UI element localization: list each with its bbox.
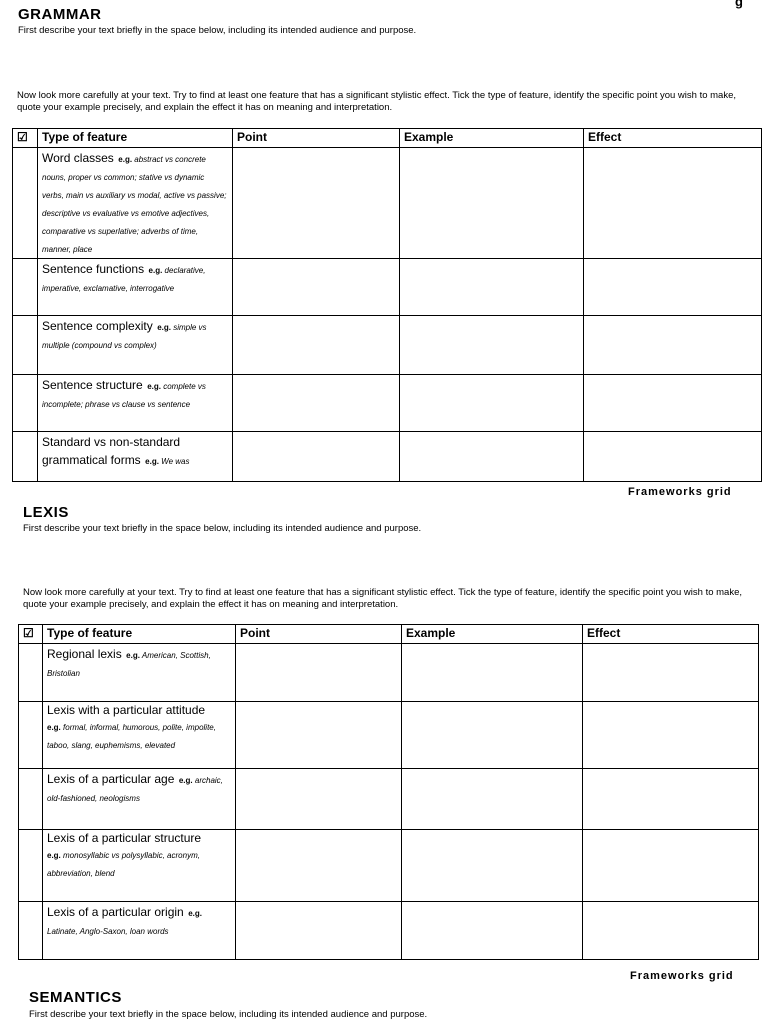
tick-cell[interactable] [13, 148, 38, 259]
example-column-header: Example [400, 129, 584, 148]
lexis-describe-text: First describe your text briefly in the space below, including its intended audience and purpose. [23, 523, 422, 534]
example-cell[interactable] [400, 432, 584, 482]
tick-cell[interactable] [13, 316, 38, 375]
grammar-heading: GRAMMAR [18, 6, 102, 23]
feature-cell: Standard vs non-standard grammatical forms e.g. We was [38, 432, 233, 482]
feature-cell: Sentence functions e.g. declarative, imperative, exclamative, interrogative [38, 259, 233, 316]
effect-cell[interactable] [583, 644, 759, 702]
table-row [19, 902, 759, 960]
type-column-header: Type of feature [38, 129, 233, 148]
table-row [13, 375, 762, 432]
tick-cell[interactable] [13, 432, 38, 482]
semantics-heading: SEMANTICS [29, 989, 122, 1006]
tick-cell[interactable] [19, 644, 43, 702]
point-cell[interactable] [236, 702, 402, 769]
cut-off-text: g [735, 0, 743, 9]
table-header-row [13, 129, 762, 148]
effect-cell[interactable] [584, 316, 762, 375]
point-cell[interactable] [233, 259, 400, 316]
tick-column-header: ☑ [19, 625, 43, 644]
frameworks-grid-label: Frameworks grid [630, 970, 734, 982]
example-column-header: Example [402, 625, 583, 644]
effect-cell[interactable] [584, 432, 762, 482]
lexis-heading: LEXIS [23, 504, 69, 521]
example-cell[interactable] [402, 830, 583, 902]
grammar-section [18, 6, 416, 36]
table-row [13, 316, 762, 375]
effect-cell[interactable] [583, 830, 759, 902]
semantics-describe-text: First describe your text briefly in the space below, including its intended audience and purpose. [29, 1009, 428, 1020]
point-cell[interactable] [236, 902, 402, 960]
feature-cell: Regional lexis e.g. American, Scottish, Bristolian [43, 644, 236, 702]
feature-cell: Lexis of a particular structure e.g. monosyllabic vs polysyllabic, acronym, abbreviation, blend [43, 830, 236, 902]
example-cell[interactable] [400, 148, 584, 259]
point-cell[interactable] [233, 375, 400, 432]
tick-cell[interactable] [13, 375, 38, 432]
example-cell[interactable] [400, 259, 584, 316]
effect-cell[interactable] [583, 702, 759, 769]
tick-cell[interactable] [13, 259, 38, 316]
table-row [19, 644, 759, 702]
tick-cell[interactable] [19, 830, 43, 902]
table-row [19, 702, 759, 769]
semantics-section [29, 989, 427, 1020]
table-row [13, 148, 762, 259]
tick-column-header: ☑ [13, 129, 38, 148]
lexis-table [18, 624, 759, 960]
feature-cell: Lexis with a particular attitude e.g. formal, informal, humorous, polite, impolite, taboo, slang, euphemisms, elevated [43, 702, 236, 769]
feature-cell: Lexis of a particular origin e.g. Latinate, Anglo-Saxon, loan words [43, 902, 236, 960]
point-column-header: Point [233, 129, 400, 148]
example-cell[interactable] [402, 644, 583, 702]
effect-cell[interactable] [584, 148, 762, 259]
point-cell[interactable] [233, 148, 400, 259]
example-cell[interactable] [400, 316, 584, 375]
effect-cell[interactable] [583, 769, 759, 830]
table-row [13, 432, 762, 482]
effect-cell[interactable] [584, 259, 762, 316]
effect-cell[interactable] [583, 902, 759, 960]
lexis-instructions: Now look more carefully at your text. Try to find at least one feature that has a significant stylistic effect. Tick the type of feature, identify the specific point you wish to make, quote your example precisely, and explain the effect it has on meaning and interpretation. [23, 587, 743, 610]
grammar-table [12, 128, 762, 482]
example-cell[interactable] [402, 902, 583, 960]
point-cell[interactable] [236, 830, 402, 902]
table-row [19, 769, 759, 830]
feature-cell: Lexis of a particular age e.g. archaic, old-fashioned, neologisms [43, 769, 236, 830]
type-column-header: Type of feature [43, 625, 236, 644]
effect-column-header: Effect [584, 129, 762, 148]
tick-cell[interactable] [19, 702, 43, 769]
feature-cell: Sentence structure e.g. complete vs incomplete; phrase vs clause vs sentence [38, 375, 233, 432]
example-cell[interactable] [402, 702, 583, 769]
table-header-row [19, 625, 759, 644]
tick-cell[interactable] [19, 769, 43, 830]
example-cell[interactable] [402, 769, 583, 830]
table-row [19, 830, 759, 902]
effect-column-header: Effect [583, 625, 759, 644]
tick-cell[interactable] [19, 902, 43, 960]
point-cell[interactable] [233, 432, 400, 482]
frameworks-grid-label: Frameworks grid [628, 486, 732, 498]
example-cell[interactable] [400, 375, 584, 432]
table-row [13, 259, 762, 316]
grammar-describe-text: First describe your text briefly in the space below, including its intended audience and purpose. [18, 25, 417, 36]
feature-cell: Word classes e.g. abstract vs concrete nouns, proper vs common; stative vs dynamic verbs, main vs auxiliary vs modal, active vs passive; descriptive vs evaluative vs emotive adjectives, comparative vs superlative; adverbs of time, manner, place [38, 148, 233, 259]
point-cell[interactable] [236, 769, 402, 830]
lexis-section [23, 504, 421, 534]
point-cell[interactable] [233, 316, 400, 375]
point-column-header: Point [236, 625, 402, 644]
grammar-instructions: Now look more carefully at your text. Try to find at least one feature that has a significant stylistic effect. Tick the type of feature, identify the specific point you wish to make, quote your example precisely, and explain the effect it has on meaning and interpretation. [17, 90, 737, 113]
feature-cell: Sentence complexity e.g. simple vs multiple (compound vs complex) [38, 316, 233, 375]
effect-cell[interactable] [584, 375, 762, 432]
point-cell[interactable] [236, 644, 402, 702]
